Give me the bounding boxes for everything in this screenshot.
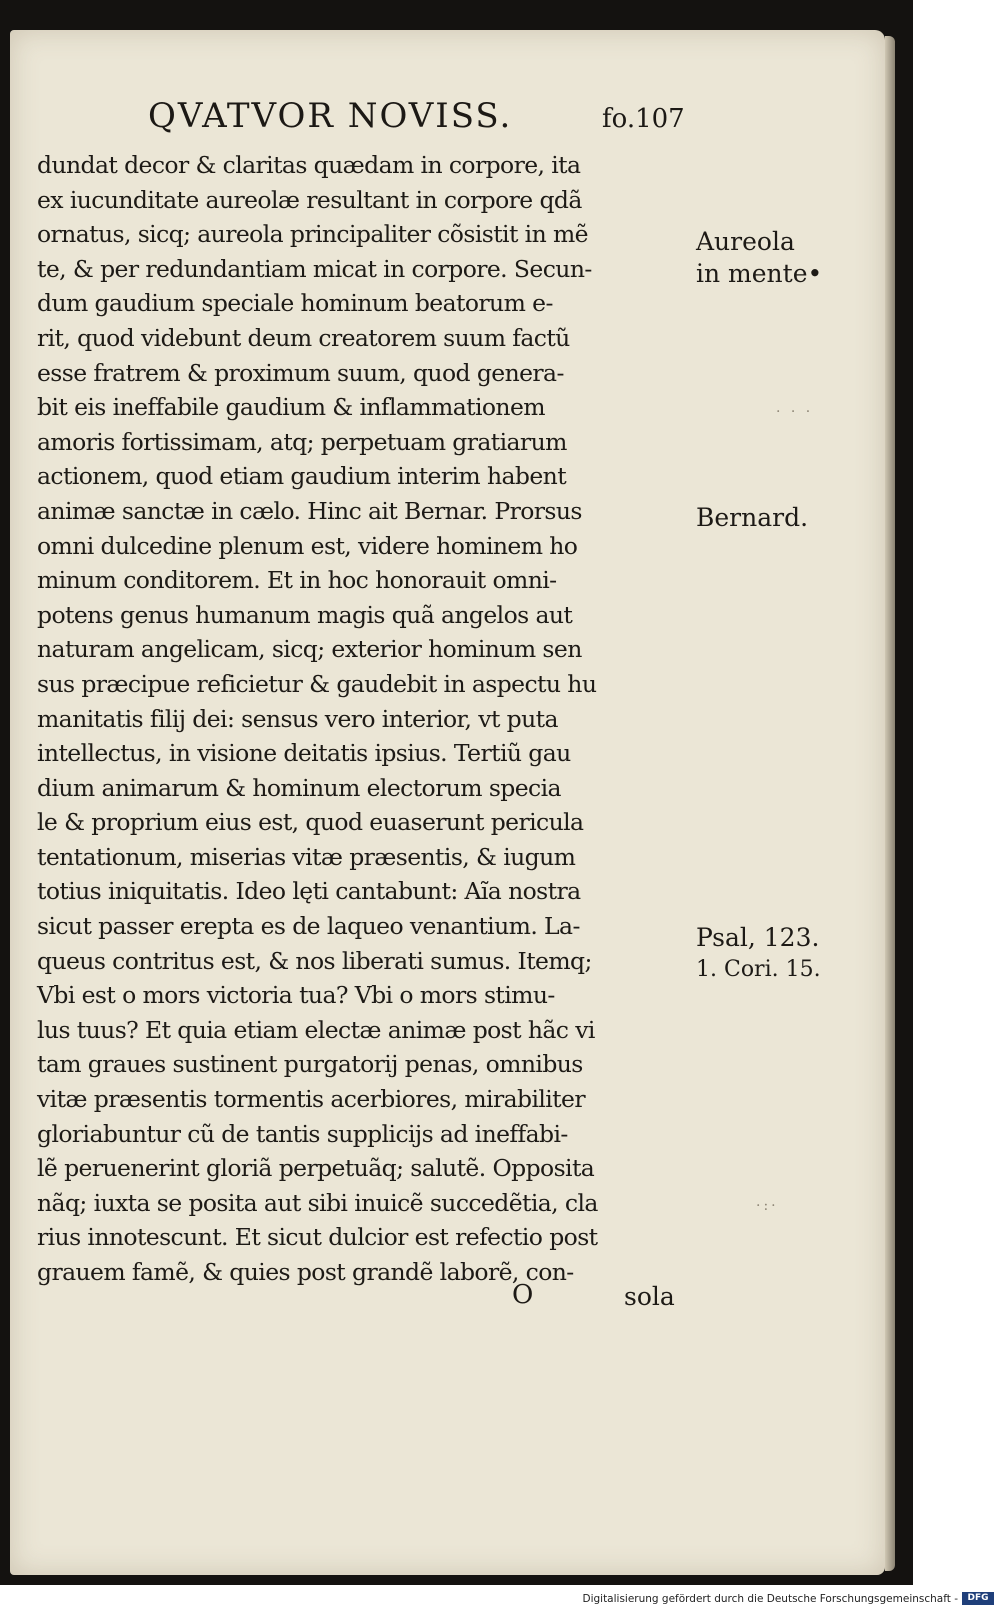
text-line: omni dulcedine plenum est, videre hominem ho bbox=[37, 531, 578, 560]
text-line: dum gaudium speciale hominum beatorum e- bbox=[37, 289, 553, 318]
text-line: dium animarum & hominum electorum specia bbox=[37, 773, 561, 802]
text-line: rit, quod videbunt deum creatorem suum factũ bbox=[37, 323, 570, 352]
text-line: nãq; iuxta se posita aut sibi inuicẽ succedẽtia, cla bbox=[37, 1188, 598, 1217]
catchword: sola bbox=[624, 1282, 675, 1311]
text-line: naturam angelicam, sicq; exterior hominum sen bbox=[37, 635, 582, 664]
marginal-note-bernard: Bernard. bbox=[696, 503, 809, 532]
text-line: sicut passer erepta es de laqueo venantium. La- bbox=[37, 912, 580, 941]
folio-number: fo.107 bbox=[602, 104, 685, 134]
text-line: actionem, quod etiam gaudium interim habent bbox=[37, 462, 567, 491]
text-line: ornatus, sicq; aureola principaliter cõsistit in mẽ bbox=[37, 220, 588, 249]
text-line: esse fratrem & proximum suum, quod genera- bbox=[37, 358, 564, 387]
text-line: le & proprium eius est, quod euaserunt pericula bbox=[37, 808, 584, 837]
text-line: animæ sanctæ in cælo. Hinc ait Bernar. Prorsus bbox=[37, 496, 582, 525]
text-line: lus tuus? Et quia etiam electæ animæ post hãc vi bbox=[37, 1015, 595, 1044]
text-line: potens genus humanum magis quã angelos aut bbox=[37, 600, 573, 629]
digitization-credit: Digitalisierung gefördert durch die Deutsche Forschungsgemeinschaft - bbox=[582, 1593, 958, 1605]
page-edge bbox=[885, 36, 895, 1571]
marginal-note-aureola: Aureola bbox=[696, 227, 795, 256]
text-line: queus contritus est, & nos liberati sumus. Itemq; bbox=[37, 946, 592, 975]
text-line: gloriabuntur cũ de tantis supplicijs ad ineffabi- bbox=[37, 1119, 568, 1148]
body-text bbox=[37, 148, 697, 1290]
dfg-logo: DFG bbox=[962, 1592, 994, 1605]
text-line: bit eis ineffabile gaudium & inflammationem bbox=[37, 393, 545, 422]
text-line: tentationum, miserias vitæ præsentis, & iugum bbox=[37, 842, 576, 871]
text-line: dundat decor & claritas quædam in corpore, ita bbox=[37, 151, 581, 179]
text-line: ex iucunditate aureolæ resultant in corpore qdã bbox=[37, 185, 582, 214]
marginal-note-in-mente: in mente• bbox=[696, 259, 823, 288]
running-title: QVATVOR NOVISS. bbox=[148, 96, 513, 136]
text-line: sus præcipue reficietur & gaudebit in aspectu hu bbox=[37, 669, 597, 698]
text-line: amoris fortissimam, atq; perpetuam gratiarum bbox=[37, 427, 567, 456]
text-line: rius innotescunt. Et sicut dulcior est refectio post bbox=[37, 1223, 598, 1252]
marginal-note-psalm: Psal, 123. bbox=[696, 923, 820, 952]
text-line: totius iniquitatis. Ideo lęti cantabunt: Aĩa nostra bbox=[37, 877, 581, 906]
text-line: minum conditorem. Et in hoc honorauit omni- bbox=[37, 566, 557, 595]
text-line: te, & per redundantiam micat in corpore. Secun- bbox=[37, 254, 592, 283]
text-line: lẽ peruenerint gloriã perpetuãq; salutẽ. Opposita bbox=[37, 1154, 595, 1183]
text-line: intellectus, in visione deitatis ipsius. Tertiũ gau bbox=[37, 739, 571, 768]
text-line: tam graues sustinent purgatorij penas, omnibus bbox=[37, 1050, 583, 1079]
text-line: manitatis filij dei: sensus vero interior, vt puta bbox=[37, 704, 558, 733]
marginal-note-corinthians: 1. Cori. 15. bbox=[696, 957, 821, 982]
text-line: vitæ præsentis tormentis acerbiores, mirabiliter bbox=[37, 1085, 585, 1114]
text-line: Vbi est o mors victoria tua? Vbi o mors stimu- bbox=[37, 981, 555, 1010]
text-line: grauem famẽ, & quies post grandẽ laborẽ, con- bbox=[37, 1258, 574, 1286]
ink-speck: ·:· bbox=[756, 1198, 779, 1214]
signature-mark: O bbox=[512, 1280, 534, 1310]
ink-speck: · · · bbox=[776, 404, 814, 420]
